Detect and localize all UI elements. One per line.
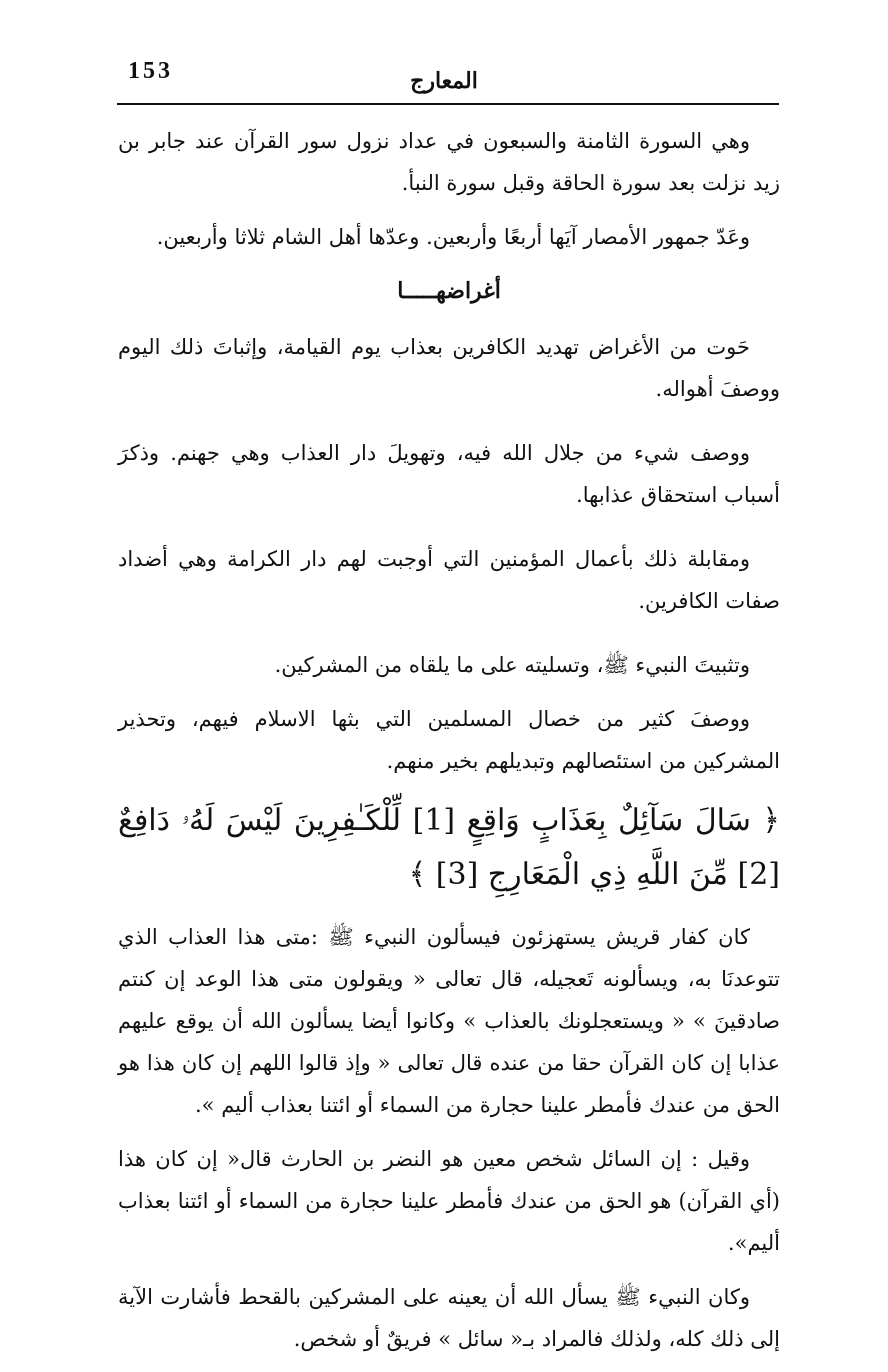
- page-body: [118, 120, 780, 1372]
- purpose-paragraph: ووصفَ كثير من خصال المسلمين التي بثها الاسلام فيهم، وتحذير المشركين من استئصالهم وتبديلهم بخير منهم.: [118, 707, 780, 773]
- intro-paragraph: وعَدّ جمهور الأمصار آيَها أربعًا وأربعين. وعدّها أهل الشام ثلاثا وأربعين.: [156, 225, 750, 249]
- section-heading: أغراضهـــــا: [397, 278, 501, 304]
- page-number: 153: [128, 58, 173, 84]
- commentary-paragraph: وقيل : إن السائل شخص معين هو النضر بن الحارث قال« إن كان هذا (أي القرآن) هو الحق من عندك فأمطر علينا حجارة من السماء أو ائتنا بعذاب أليم».: [118, 1147, 780, 1255]
- commentary-paragraph: وكان النبيء ﷺ يسأل الله أن يعينه على المشركين بالقحط فأشارت الآية إلى ذلك كله، ولذلك فالمراد بـ« سائل » فريقٌ أو شخص.: [118, 1285, 780, 1351]
- running-head: المعارج: [410, 68, 478, 94]
- intro-paragraph: وهي السورة الثامنة والسبعون في عداد نزول سور القرآن عند جابر بن زيد نزلت بعد سورة الحاقة وقبل سورة النبأ.: [118, 129, 780, 195]
- commentary-paragraph: كان كفار قريش يستهزئون فيسألون النبيء ﷺ :متى هذا العذاب الذي تتوعدنَا به، ويسألونه تَعجيله، قال تعالى « ويقولون متى هذا الوعد إن كنتم صادقينَ » « ويستعجلونك بالعذاب » وكانوا أيضا يسألون الله أن يوقع عليهم عذابا إن كان القرآن حقا من عنده قال تعالى « وإذ قالوا اللهم إن كان هذا هو الحق من عندك فأمطر علينا حجارة من السماء أو ائتنا بعذاب أليم ».: [118, 925, 780, 1117]
- quran-verse: ﴿ سَالَ سَآئِلٌ بِعَذَابٍ وَاقِعٍ [1] لِّلْكَـٰفِرِينَ لَيْسَ لَهُۥ دَافِعٌ [2] مِّنَ اللَّهِ ذِي الْمَعَارِجِ [3] ﴾: [118, 803, 780, 892]
- purpose-paragraph: ووصف شيء من جلال الله فيه، وتهويلَ دار العذاب وهي جهنم. وذكرَ أسباب استحقاق عذابها.: [118, 441, 780, 507]
- purpose-paragraph: وتثبيتَ النبيء ﷺ، وتسليته على ما يلقاه من المشركين.: [274, 653, 750, 677]
- purpose-paragraph: ومقابلة ذلك بأعمال المؤمنين التي أوجبت لهم دار الكرامة وهي أضداد صفات الكافرين.: [118, 547, 780, 613]
- purpose-paragraph: حَوت من الأغراض تهديد الكافرين بعذاب يوم القيامة، وإثباتَ ذلك اليوم ووصفَ أهواله.: [118, 335, 780, 401]
- header-rule: [117, 103, 779, 105]
